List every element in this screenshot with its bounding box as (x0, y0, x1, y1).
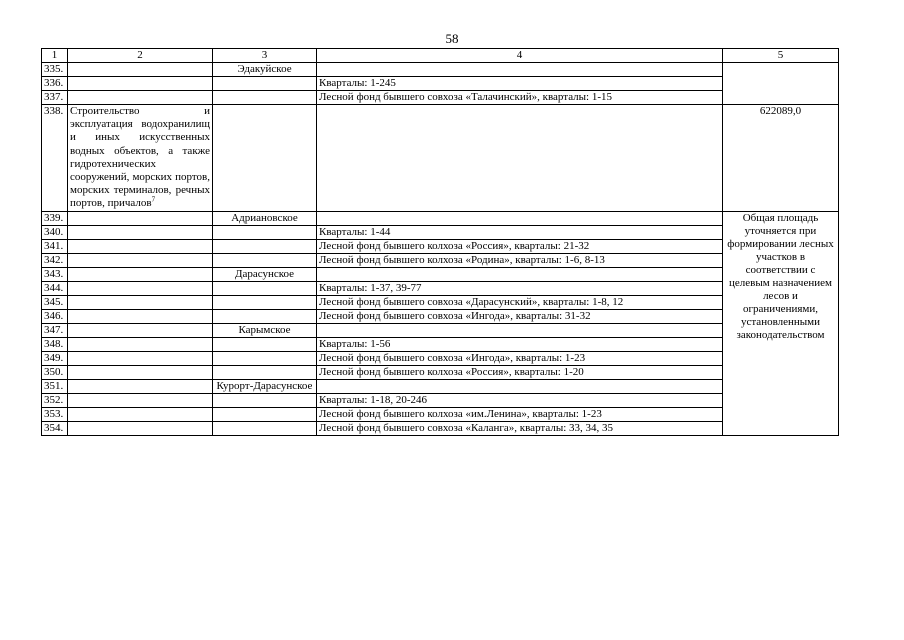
table-row (42, 309, 839, 323)
activity-cell (68, 267, 213, 281)
column-number: 1 (42, 49, 68, 63)
column-number-row (42, 49, 839, 63)
district-cell: Карымское (213, 323, 317, 337)
table-row (42, 351, 839, 365)
activity-cell (68, 281, 213, 295)
description-cell: Лесной фонд бывшего совхоза «Талачинский», кварталы: 1-15 (317, 91, 723, 105)
column-number: 3 (213, 49, 317, 63)
table-row (42, 281, 839, 295)
description-cell: Кварталы: 1-56 (317, 337, 723, 351)
table-row (42, 225, 839, 239)
description-cell: Кварталы: 1-37, 39-77 (317, 281, 723, 295)
activity-cell (68, 211, 213, 225)
table-row (42, 379, 839, 393)
activity-cell (68, 105, 213, 212)
row-number: 346. (42, 309, 68, 323)
row-number: 343. (42, 267, 68, 281)
district-cell (213, 421, 317, 435)
description-cell (317, 63, 723, 77)
table-row (42, 393, 839, 407)
table-row (42, 421, 839, 435)
district-cell (213, 77, 317, 91)
row-number: 350. (42, 365, 68, 379)
row-number: 353. (42, 407, 68, 421)
activity-cell (68, 337, 213, 351)
district-cell (213, 239, 317, 253)
activity-cell (68, 63, 213, 77)
description-cell: Лесной фонд бывшего совхоза «Ингода», кварталы: 31-32 (317, 309, 723, 323)
description-cell: Кварталы: 1-18, 20-246 (317, 393, 723, 407)
district-cell: Дарасунское (213, 267, 317, 281)
row-number: 348. (42, 337, 68, 351)
row-number: 354. (42, 421, 68, 435)
page-number: 58 (445, 31, 459, 46)
description-cell: Лесной фонд бывшего совхоза «Ингода», кварталы: 1-23 (317, 351, 723, 365)
table-row (42, 295, 839, 309)
activity-cell (68, 91, 213, 105)
row-number: 335. (42, 63, 68, 77)
description-cell: Лесной фонд бывшего совхоза «Дарасунский», кварталы: 1-8, 12 (317, 295, 723, 309)
column-number: 2 (68, 49, 213, 63)
row-number: 341. (42, 239, 68, 253)
forest-areas-table (41, 48, 839, 436)
activity-cell (68, 379, 213, 393)
district-cell (213, 225, 317, 239)
district-cell (213, 253, 317, 267)
activity-cell (68, 323, 213, 337)
activity-text: Строительство и эксплуатация водохранилищ и иных искусственных водных объектов, а также гидротехнических сооружений, морских портов, морских терминалов, речных портов, причалов (70, 105, 210, 210)
district-cell (213, 105, 317, 212)
district-cell (213, 295, 317, 309)
row-number: 339. (42, 211, 68, 225)
row-number: 340. (42, 225, 68, 239)
row-number: 336. (42, 77, 68, 91)
row-number: 347. (42, 323, 68, 337)
activity-cell (68, 239, 213, 253)
table-row (42, 267, 839, 281)
footnote-marker: 7 (151, 195, 156, 204)
row-number: 349. (42, 351, 68, 365)
description-cell: Лесной фонд бывшего совхоза «Каланга», кварталы: 33, 34, 35 (317, 421, 723, 435)
district-cell: Эдакуйское (213, 63, 317, 77)
table-row (42, 337, 839, 351)
table-row (42, 63, 839, 77)
district-cell (213, 365, 317, 379)
description-cell (317, 323, 723, 337)
table-row (42, 91, 839, 105)
row-number: 351. (42, 379, 68, 393)
row-number: 337. (42, 91, 68, 105)
description-cell: Лесной фонд бывшего колхоза «Россия», кварталы: 21-32 (317, 239, 723, 253)
column-number: 5 (723, 49, 839, 63)
activity-cell (68, 351, 213, 365)
table-row (42, 365, 839, 379)
activity-cell (68, 77, 213, 91)
row-number: 338. (42, 105, 68, 212)
area-cell-empty (723, 63, 839, 105)
row-number: 352. (42, 393, 68, 407)
row-number: 344. (42, 281, 68, 295)
district-cell (213, 281, 317, 295)
activity-cell (68, 295, 213, 309)
activity-cell (68, 407, 213, 421)
district-cell (213, 309, 317, 323)
table-row (42, 239, 839, 253)
description-cell (317, 267, 723, 281)
activity-cell (68, 253, 213, 267)
district-cell (213, 337, 317, 351)
description-cell: Кварталы: 1-44 (317, 225, 723, 239)
district-cell: Адриановское (213, 211, 317, 225)
district-cell (213, 407, 317, 421)
table-row (42, 211, 839, 225)
activity-cell (68, 225, 213, 239)
row-number: 342. (42, 253, 68, 267)
row-number: 345. (42, 295, 68, 309)
area-note-cell: Общая площадь уточняется при формировании лесных участков в соответствии с целевым назначением лесов и ограничениями, установленными законодательством (723, 211, 839, 435)
district-cell (213, 351, 317, 365)
description-cell (317, 379, 723, 393)
description-cell: Лесной фонд бывшего колхоза «им.Ленина», кварталы: 1-23 (317, 407, 723, 421)
table-row (42, 105, 839, 212)
area-value-cell: 622089,0 (723, 105, 839, 212)
table-row (42, 77, 839, 91)
description-cell: Лесной фонд бывшего колхоза «Россия», кварталы: 1-20 (317, 365, 723, 379)
district-cell: Курорт-Дарасунское (213, 379, 317, 393)
table-row (42, 253, 839, 267)
column-number: 4 (317, 49, 723, 63)
description-cell: Лесной фонд бывшего колхоза «Родина», кварталы: 1-6, 8-13 (317, 253, 723, 267)
district-cell (213, 91, 317, 105)
table-row (42, 323, 839, 337)
district-cell (213, 393, 317, 407)
activity-cell (68, 421, 213, 435)
activity-cell (68, 393, 213, 407)
description-cell: Кварталы: 1-245 (317, 77, 723, 91)
table-row (42, 407, 839, 421)
activity-cell (68, 365, 213, 379)
description-cell (317, 211, 723, 225)
description-cell (317, 105, 723, 212)
activity-cell (68, 309, 213, 323)
